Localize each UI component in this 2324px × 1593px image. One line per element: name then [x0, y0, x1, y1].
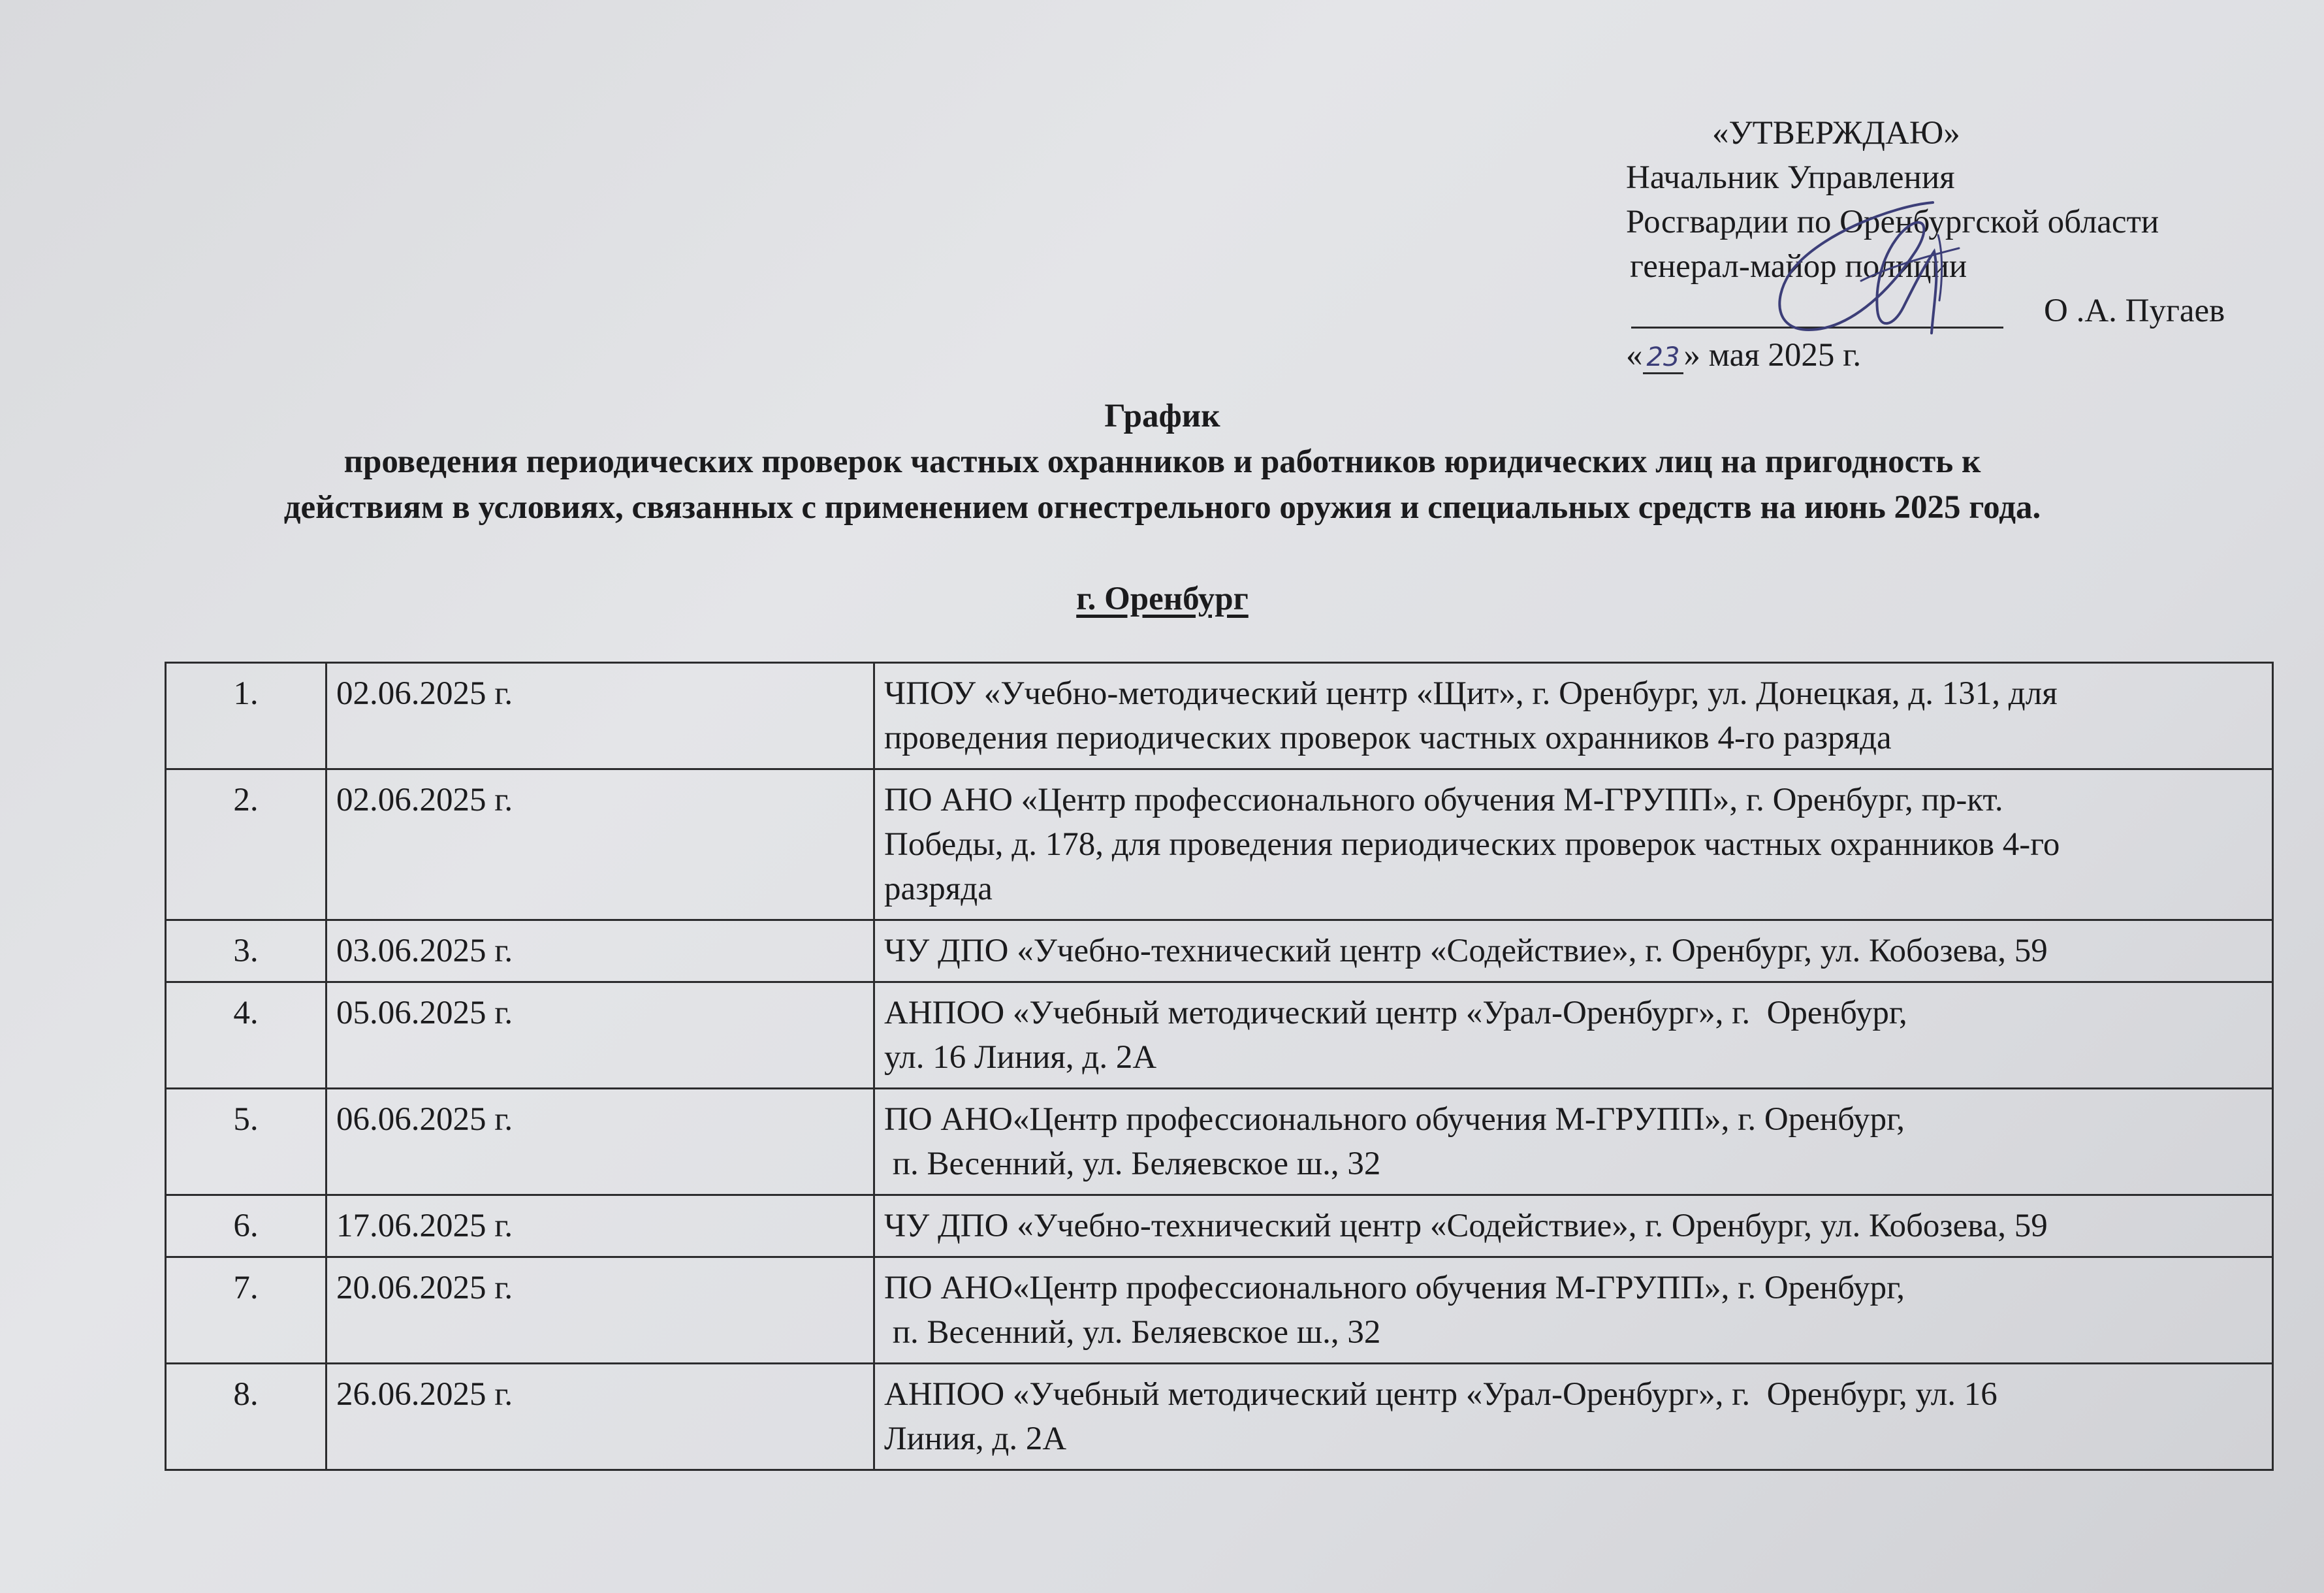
- place-line: ПО АНО «Центр профессионального обучения М-ГРУПП», г. Оренбург, пр-кт.: [884, 782, 2003, 818]
- document-title: [98, 393, 2227, 530]
- table-row: [166, 1364, 2273, 1470]
- row-date: 02.06.2025 г.: [326, 769, 874, 920]
- approval-date-rest: мая 2025 г.: [1700, 337, 1862, 374]
- row-number: 2.: [166, 769, 326, 920]
- row-date: 06.06.2025 г.: [326, 1089, 874, 1195]
- row-number: 5.: [166, 1089, 326, 1195]
- place-line: проведения периодических проверок частных охранников 4-го разряда: [884, 720, 1892, 756]
- approval-position-line1: Начальник Управления: [1626, 159, 1955, 196]
- row-place: [874, 1089, 2273, 1195]
- row-date: 26.06.2025 г.: [326, 1364, 874, 1470]
- row-date: 03.06.2025 г.: [326, 920, 874, 982]
- row-place: [874, 920, 2273, 982]
- row-place: [874, 663, 2273, 769]
- schedule-table: [165, 662, 2274, 1471]
- approval-date-day: 23: [1643, 342, 1684, 374]
- place-line: АНПОО «Учебный методический центр «Урал-Оренбург», г. Оренбург, ул. 16: [884, 1376, 1998, 1413]
- row-place: [874, 982, 2273, 1089]
- approver-name: О .А. Пугаев: [2044, 293, 2225, 329]
- row-number: 3.: [166, 920, 326, 982]
- table-row: [166, 1257, 2273, 1364]
- place-line: ПО АНО«Центр профессионального обучения М-ГРУПП», г. Оренбург,: [884, 1101, 1905, 1138]
- approval-rank: генерал-майор полиции: [1630, 248, 1967, 285]
- table-row: [166, 1195, 2273, 1257]
- place-line: ЧУ ДПО «Учебно-технический центр «Содействие», г. Оренбург, ул. Кобозева, 59: [884, 933, 2048, 969]
- table-row: [166, 982, 2273, 1089]
- place-line: ЧУ ДПО «Учебно-технический центр «Содействие», г. Оренбург, ул. Кобозева, 59: [884, 1208, 2048, 1244]
- row-number: 1.: [166, 663, 326, 769]
- row-number: 6.: [166, 1195, 326, 1257]
- handwritten-signature-icon: [1763, 196, 1972, 346]
- approval-date-open: «: [1626, 337, 1643, 374]
- city-heading: г. Оренбург: [1076, 581, 1249, 617]
- title-line1: проведения периодических проверок частных охранников и работников юридических лиц на пригодность к: [343, 443, 1981, 480]
- table-row: [166, 1089, 2273, 1195]
- row-date: 05.06.2025 г.: [326, 982, 874, 1089]
- row-number: 7.: [166, 1257, 326, 1364]
- row-date: 17.06.2025 г.: [326, 1195, 874, 1257]
- row-date: 02.06.2025 г.: [326, 663, 874, 769]
- row-number: 4.: [166, 982, 326, 1089]
- place-line: п. Весенний, ул. Беляевское ш., 32: [884, 1314, 1381, 1351]
- table-row: [166, 920, 2273, 982]
- place-line: Победы, д. 178, для проведения периодических проверок частных охранников 4-го: [884, 826, 2060, 863]
- place-line: Линия, д. 2А: [884, 1421, 1067, 1457]
- row-date: 20.06.2025 г.: [326, 1257, 874, 1364]
- approval-date-close: »: [1683, 337, 1700, 374]
- row-place: [874, 769, 2273, 920]
- place-line: разряда: [884, 871, 993, 907]
- place-line: ЧПОУ «Учебно-методический центр «Щит», г. Оренбург, ул. Донецкая, д. 131, для: [884, 675, 2058, 712]
- row-number: 8.: [166, 1364, 326, 1470]
- approval-stamp: «УТВЕРЖДАЮ»: [1712, 115, 1960, 152]
- approval-position-line2: Росгвардии по Оренбургской области: [1626, 204, 2159, 240]
- row-place: [874, 1364, 2273, 1470]
- title-heading: График: [1104, 398, 1220, 434]
- place-line: п. Весенний, ул. Беляевское ш., 32: [884, 1146, 1381, 1182]
- row-place: [874, 1257, 2273, 1364]
- place-line: ул. 16 Линия, д. 2А: [884, 1039, 1157, 1076]
- title-line2: действиям в условиях, связанных с применением огнестрельного оружия и специальных средств на июнь 2025 года.: [283, 489, 2041, 526]
- place-line: ПО АНО«Центр профессионального обучения М-ГРУПП», г. Оренбург,: [884, 1270, 1905, 1306]
- place-line: АНПОО «Учебный методический центр «Урал-Оренбург», г. Оренбург,: [884, 995, 1907, 1031]
- schedule-table-body: [166, 663, 2273, 1470]
- table-row: [166, 663, 2273, 769]
- row-place: [874, 1195, 2273, 1257]
- table-row: [166, 769, 2273, 920]
